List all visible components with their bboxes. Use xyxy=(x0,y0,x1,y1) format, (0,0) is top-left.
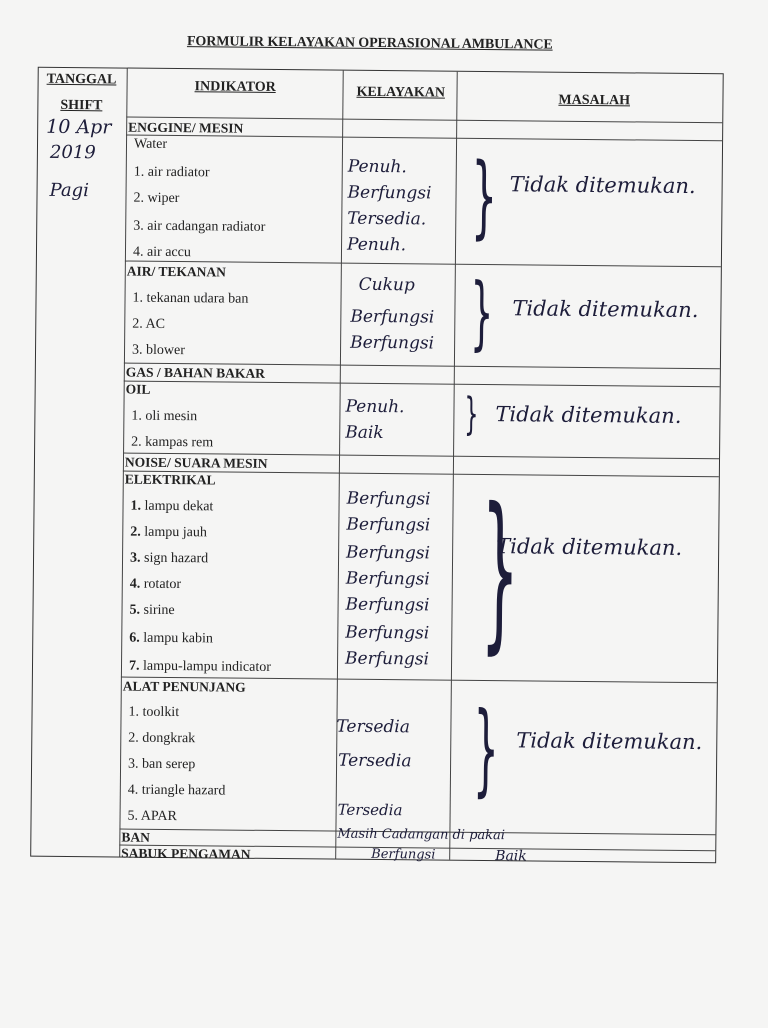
item-ac: 2. AC xyxy=(132,316,166,332)
section-water: Water xyxy=(133,136,168,152)
kelayakan-tekanan-ban: Cukup xyxy=(358,274,415,296)
kelayakan-air-accu: Penuh. xyxy=(346,234,407,256)
kelayakan-sign-hazard: Berfungsi xyxy=(346,542,431,564)
brace-icon: } xyxy=(480,471,520,671)
masalah-elektrikal: Tidak ditemukan. xyxy=(496,534,683,560)
section-alat-penunjang: ALAT PENUNJANG xyxy=(122,678,246,695)
header-masalah: MASALAH xyxy=(558,92,631,109)
kelayakan-air-radiator: Penuh. xyxy=(347,156,407,178)
masalah-air: Tidak ditemukan. xyxy=(512,296,699,323)
kelayakan-lampu-jauh: Berfungsi xyxy=(346,514,431,536)
section-engine: ENGGINE/ MESIN xyxy=(128,119,244,136)
kelayakan-apar: Tersedia xyxy=(337,800,403,820)
item-rotator: 4. rotator xyxy=(129,576,182,593)
section-ban: BAN xyxy=(121,829,150,845)
year-handwriting: 2019 xyxy=(49,141,96,164)
kelayakan-air-cadangan: Tersedia. xyxy=(347,208,427,230)
form-table xyxy=(30,67,724,864)
header-kelayakan: KELAYAKAN xyxy=(356,84,446,101)
brace-icon: } xyxy=(470,143,498,250)
item-air-radiator: 1. air radiator xyxy=(133,164,210,181)
masalah-oil: Tidak ditemukan. xyxy=(495,402,682,428)
section-sabuk: SABUK PENGAMAN xyxy=(121,845,251,862)
brace-icon: } xyxy=(464,388,479,440)
kelayakan-ac: Berfungsi xyxy=(350,306,435,328)
kelayakan-sirine: Berfungsi xyxy=(345,594,430,616)
shift-handwriting: Pagi xyxy=(49,179,90,202)
item-sirine: 5. sirine xyxy=(129,602,175,619)
section-noise: NOISE/ SUARA MESIN xyxy=(124,454,268,471)
section-air-tekanan: AIR/ TEKANAN xyxy=(126,263,227,280)
item-oli-mesin: 1. oli mesin xyxy=(131,408,198,425)
masalah-alat: Tidak ditemukan. xyxy=(516,728,703,755)
kelayakan-rotator: Berfungsi xyxy=(345,568,430,590)
item-triangle-hazard: 4. triangle hazard xyxy=(127,782,226,799)
kelayakan-wiper: Berfungsi xyxy=(347,182,432,204)
item-dongkrak: 2. dongkrak xyxy=(128,730,196,747)
item-sign-hazard: 3. sign hazard xyxy=(129,550,209,567)
brace-icon: } xyxy=(469,265,494,360)
item-lampu-dekat: 1. lampu dekat xyxy=(130,498,214,515)
brace-icon: } xyxy=(472,689,500,808)
form-title: FORMULIR KELAYAKAN OPERASIONAL AMBULANCE xyxy=(186,34,553,53)
item-lampu-indicator: 7. lampu-lampu indicator xyxy=(128,658,271,675)
kelayakan-sabuk: Berfungsi xyxy=(371,846,436,863)
date-handwriting: 10 Apr xyxy=(46,115,112,139)
kelayakan-oli-mesin: Penuh. xyxy=(345,396,405,418)
header-tanggal: TANGGAL xyxy=(46,71,117,88)
masalah-water: Tidak ditemukan. xyxy=(509,172,696,199)
header-shift: SHIFT xyxy=(60,97,103,114)
masalah-sabuk: Baik xyxy=(495,848,527,865)
item-apar: 5. APAR xyxy=(127,808,177,825)
item-toolkit: 1. toolkit xyxy=(128,704,180,721)
row-divider xyxy=(124,381,720,388)
item-kampas-rem: 2. kampas rem xyxy=(131,434,214,451)
kelayakan-ban: Masih Cadangan di pakai xyxy=(337,826,506,844)
item-lampu-kabin: 6. lampu kabin xyxy=(129,630,213,647)
column-divider xyxy=(449,72,458,860)
kelayakan-toolkit: Tersedia xyxy=(336,716,410,738)
kelayakan-blower: Berfungsi xyxy=(350,332,435,354)
item-air-accu: 4. air accu xyxy=(132,244,191,261)
item-air-cadangan: 3. air cadangan radiator xyxy=(133,218,266,235)
section-gas: GAS / BAHAN BAKAR xyxy=(125,364,266,381)
kelayakan-lampu-dekat: Berfungsi xyxy=(346,488,431,510)
kelayakan-dongkrak: Tersedia xyxy=(338,750,412,772)
section-elektrikal: ELEKTRIKAL xyxy=(124,471,216,488)
kelayakan-lampu-indicator: Berfungsi xyxy=(344,648,430,670)
item-blower: 3. blower xyxy=(131,342,186,359)
header-indikator: INDIKATOR xyxy=(194,79,276,95)
column-divider xyxy=(335,71,344,859)
item-lampu-jauh: 2. lampu jauh xyxy=(130,524,207,541)
item-ban-serep: 3. ban serep xyxy=(127,756,196,773)
item-wiper: 2. wiper xyxy=(133,190,180,207)
kelayakan-lampu-kabin: Berfungsi xyxy=(345,622,430,644)
item-tekanan-ban: 1. tekanan udara ban xyxy=(132,290,249,307)
kelayakan-kampas-rem: Baik xyxy=(345,422,384,444)
section-oil: OIL xyxy=(125,381,151,397)
